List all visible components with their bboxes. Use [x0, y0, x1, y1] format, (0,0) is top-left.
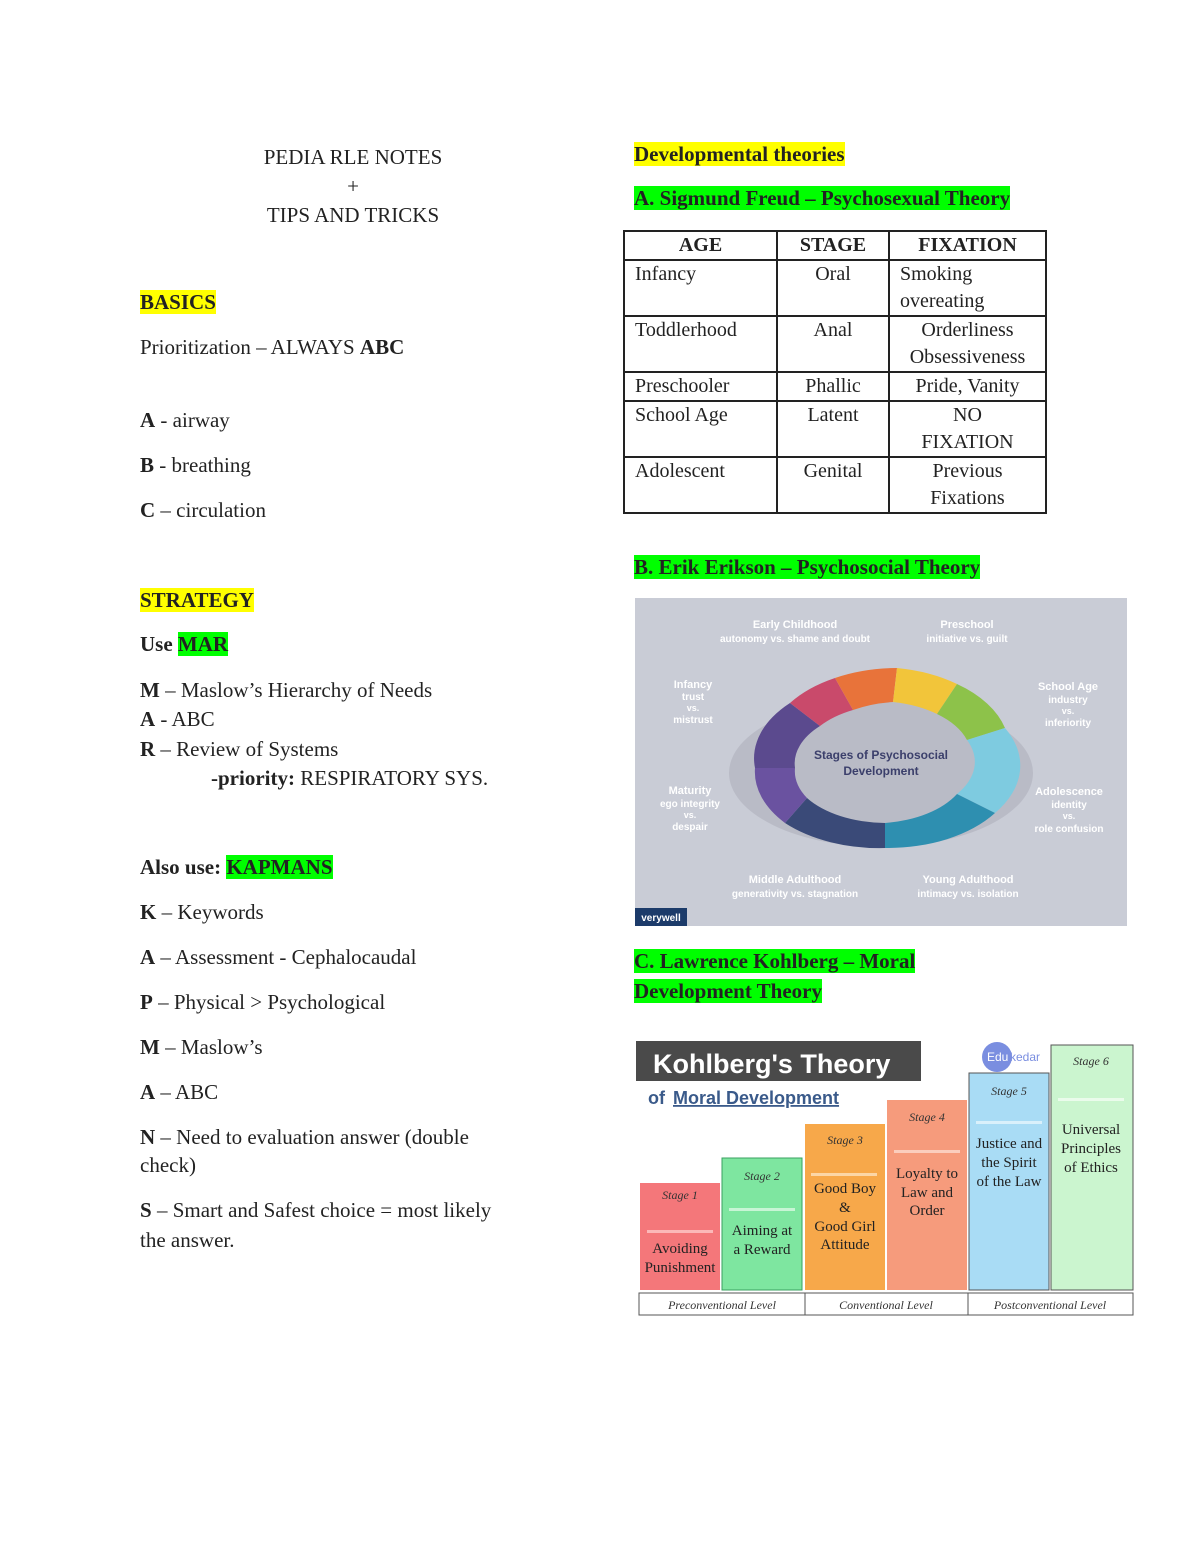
stage-2-label: Stage 2: [744, 1169, 780, 1183]
desc-school-age-3: inferiority: [1044, 718, 1092, 729]
table-row: [624, 316, 1046, 372]
abc-item-a: A - airway: [140, 408, 230, 432]
table-row: [624, 372, 1046, 401]
abc-item-c: C – circulation: [140, 498, 266, 522]
cell-stage: Latent: [777, 401, 889, 457]
freud-heading: A. Sigmund Freud – Psychosexual Theory: [634, 186, 1011, 210]
erikson-wheel: [635, 598, 1127, 926]
kapmans-item-s: S – Smart and Safest choice = most likely: [140, 1198, 492, 1222]
center-title-2: Development: [843, 764, 919, 778]
prioritization-line: Prioritization – ALWAYS ABC: [140, 335, 405, 359]
stage-5-text-1: Justice and: [975, 1136, 1043, 1152]
cell-age: Adolescent: [624, 457, 777, 513]
kapmans-heading: Also use: KAPMANS: [140, 855, 333, 879]
desc-young-adulthood: intimacy vs. isolation: [917, 889, 1019, 900]
brand-prefix: Edu: [987, 1050, 1009, 1064]
stage-5-text-3: of the Law: [976, 1174, 1042, 1190]
title-line-1: PEDIA RLE NOTES: [263, 145, 443, 169]
stage-4-label: Stage 4: [909, 1110, 945, 1124]
subtitle-prefix: of: [648, 1088, 665, 1108]
kapmans-item-a1: A – Assessment - Cephalocaudal: [140, 945, 417, 969]
stage-5-text-2: the Spirit: [981, 1155, 1037, 1171]
developmental-heading: Developmental theories: [634, 142, 845, 166]
center-title-1: Stages of Psychosocial: [813, 748, 949, 762]
cell-age: Preschooler: [624, 372, 777, 401]
freud-header-row: [624, 231, 1046, 260]
desc-middle-adulthood: generativity vs. stagnation: [731, 889, 859, 900]
level-postconventional: Postconventional Level: [993, 1298, 1107, 1312]
stage-6-text-3: of Ethics: [1064, 1160, 1118, 1176]
kohlberg-figure: [635, 1038, 1135, 1318]
kohlberg-chart: [635, 1038, 1135, 1318]
cell-stage: Phallic: [777, 372, 889, 401]
desc-adolescence-1: identity: [1051, 800, 1087, 811]
desc-maturity-3: despair: [672, 822, 708, 833]
brand-suffix: kedar: [1010, 1050, 1041, 1064]
stage-3-text-1: Good Boy: [813, 1181, 877, 1197]
stage-6-label: Stage 6: [1073, 1054, 1109, 1068]
title-line-3: TIPS AND TRICKS: [266, 203, 440, 227]
desc-infancy-3: mistrust: [673, 715, 713, 726]
cell-stage: Anal: [777, 316, 889, 372]
stage-2-text-2: a Reward: [733, 1242, 791, 1258]
label-adolescence: Adolescence: [1035, 786, 1103, 798]
kapmans-item-p: P – Physical > Psychological: [140, 990, 386, 1014]
table-row: [624, 260, 1046, 316]
banner-title: Kohlberg's Theory: [653, 1049, 891, 1079]
desc-preschool: initiative vs. guilt: [926, 634, 1008, 645]
kapmans-item-s-cont: the answer.: [140, 1228, 235, 1252]
stage-1-text-1: Avoiding: [652, 1241, 708, 1257]
stage-3-label: Stage 3: [827, 1133, 863, 1147]
mar-item-a: A - ABC: [140, 707, 215, 731]
erikson-figure: [635, 598, 1127, 926]
cell-age: Infancy: [624, 260, 777, 316]
level-conventional: Conventional Level: [839, 1298, 933, 1312]
cell-fixation: Smoking overeating: [889, 260, 1046, 316]
subtitle-link: Moral Development: [673, 1088, 840, 1108]
mar-item-m: M – Maslow’s Hierarchy of Needs: [140, 678, 433, 702]
label-maturity: Maturity: [668, 785, 712, 797]
level-preconventional: Preconventional Level: [668, 1298, 776, 1312]
cell-fixation: Pride, Vanity: [889, 372, 1046, 401]
cell-stage: Oral: [777, 260, 889, 316]
cell-fixation: Previous Fixations: [889, 457, 1046, 513]
stage-5-label: Stage 5: [991, 1084, 1027, 1098]
kapmans-item-m: M – Maslow’s: [140, 1035, 263, 1059]
desc-school-age-2: vs.: [1061, 706, 1075, 716]
cell-stage: Genital: [777, 457, 889, 513]
mar-item-r: R – Review of Systems: [140, 737, 339, 761]
title-line-2: +: [347, 174, 359, 198]
kohlberg-heading: C. Lawrence Kohlberg – Moral Development Theory: [634, 949, 916, 1003]
label-preschool: Preschool: [940, 619, 994, 631]
page-title: [140, 143, 566, 230]
stage-3-text-2: &: [839, 1200, 851, 1216]
stage-3-text-4: Attitude: [820, 1237, 870, 1253]
stage-1-text-2: Punishment: [644, 1260, 716, 1276]
kapmans-item-n-cont: check): [140, 1153, 196, 1177]
stage-4-text-3: Order: [909, 1203, 945, 1219]
basics-heading: BASICS: [140, 290, 216, 314]
desc-infancy-2: vs.: [686, 703, 700, 713]
label-infancy: Infancy: [673, 679, 713, 691]
priority-line: -priority: RESPIRATORY SYS.: [211, 766, 489, 790]
abc-item-b: B - breathing: [140, 453, 251, 477]
desc-maturity-1: ego integrity: [659, 799, 721, 810]
desc-maturity-2: vs.: [683, 810, 697, 820]
label-young-adulthood: Young Adulthood: [922, 874, 1014, 886]
verywell-logo: verywell: [641, 913, 681, 924]
stage-1-label: Stage 1: [662, 1188, 698, 1202]
stage-2-text-1: Aiming at: [731, 1223, 793, 1239]
kapmans-item-n: N – Need to evaluation answer (double: [140, 1125, 469, 1149]
col-fixation: FIXATION: [889, 231, 1046, 260]
table-row: [624, 457, 1046, 513]
col-age: AGE: [624, 231, 777, 260]
col-stage: STAGE: [777, 231, 889, 260]
strategy-heading: STRATEGY: [140, 588, 254, 612]
use-mar-line: Use MAR: [140, 632, 229, 656]
stage-3-text-3: Good Girl: [814, 1219, 876, 1235]
kapmans-item-a2: A – ABC: [140, 1080, 219, 1104]
stage-6-text-2: Principles: [1061, 1141, 1121, 1157]
label-school-age: School Age: [1037, 681, 1099, 693]
table-row: [624, 401, 1046, 457]
label-middle-adulthood: Middle Adulthood: [748, 874, 842, 886]
freud-table: [623, 230, 1047, 514]
desc-school-age-1: industry: [1048, 695, 1088, 706]
desc-infancy-1: trust: [681, 692, 705, 703]
erikson-heading: B. Erik Erikson – Psychosocial Theory: [634, 555, 981, 579]
cell-age: School Age: [624, 401, 777, 457]
stage-4-text-1: Loyalty to: [895, 1166, 959, 1182]
desc-early-childhood: autonomy vs. shame and doubt: [719, 634, 871, 645]
desc-adolescence-3: role confusion: [1034, 824, 1104, 835]
stage-4-text-2: Law and: [900, 1185, 954, 1201]
cell-fixation: Orderliness Obsessiveness: [889, 316, 1046, 372]
stage-6-text-1: Universal: [1061, 1122, 1121, 1138]
kapmans-item-k: K – Keywords: [140, 900, 264, 924]
desc-adolescence-2: vs.: [1062, 811, 1076, 821]
label-early-childhood: Early Childhood: [752, 619, 838, 631]
cell-age: Toddlerhood: [624, 316, 777, 372]
cell-fixation: NO FIXATION: [889, 401, 1046, 457]
